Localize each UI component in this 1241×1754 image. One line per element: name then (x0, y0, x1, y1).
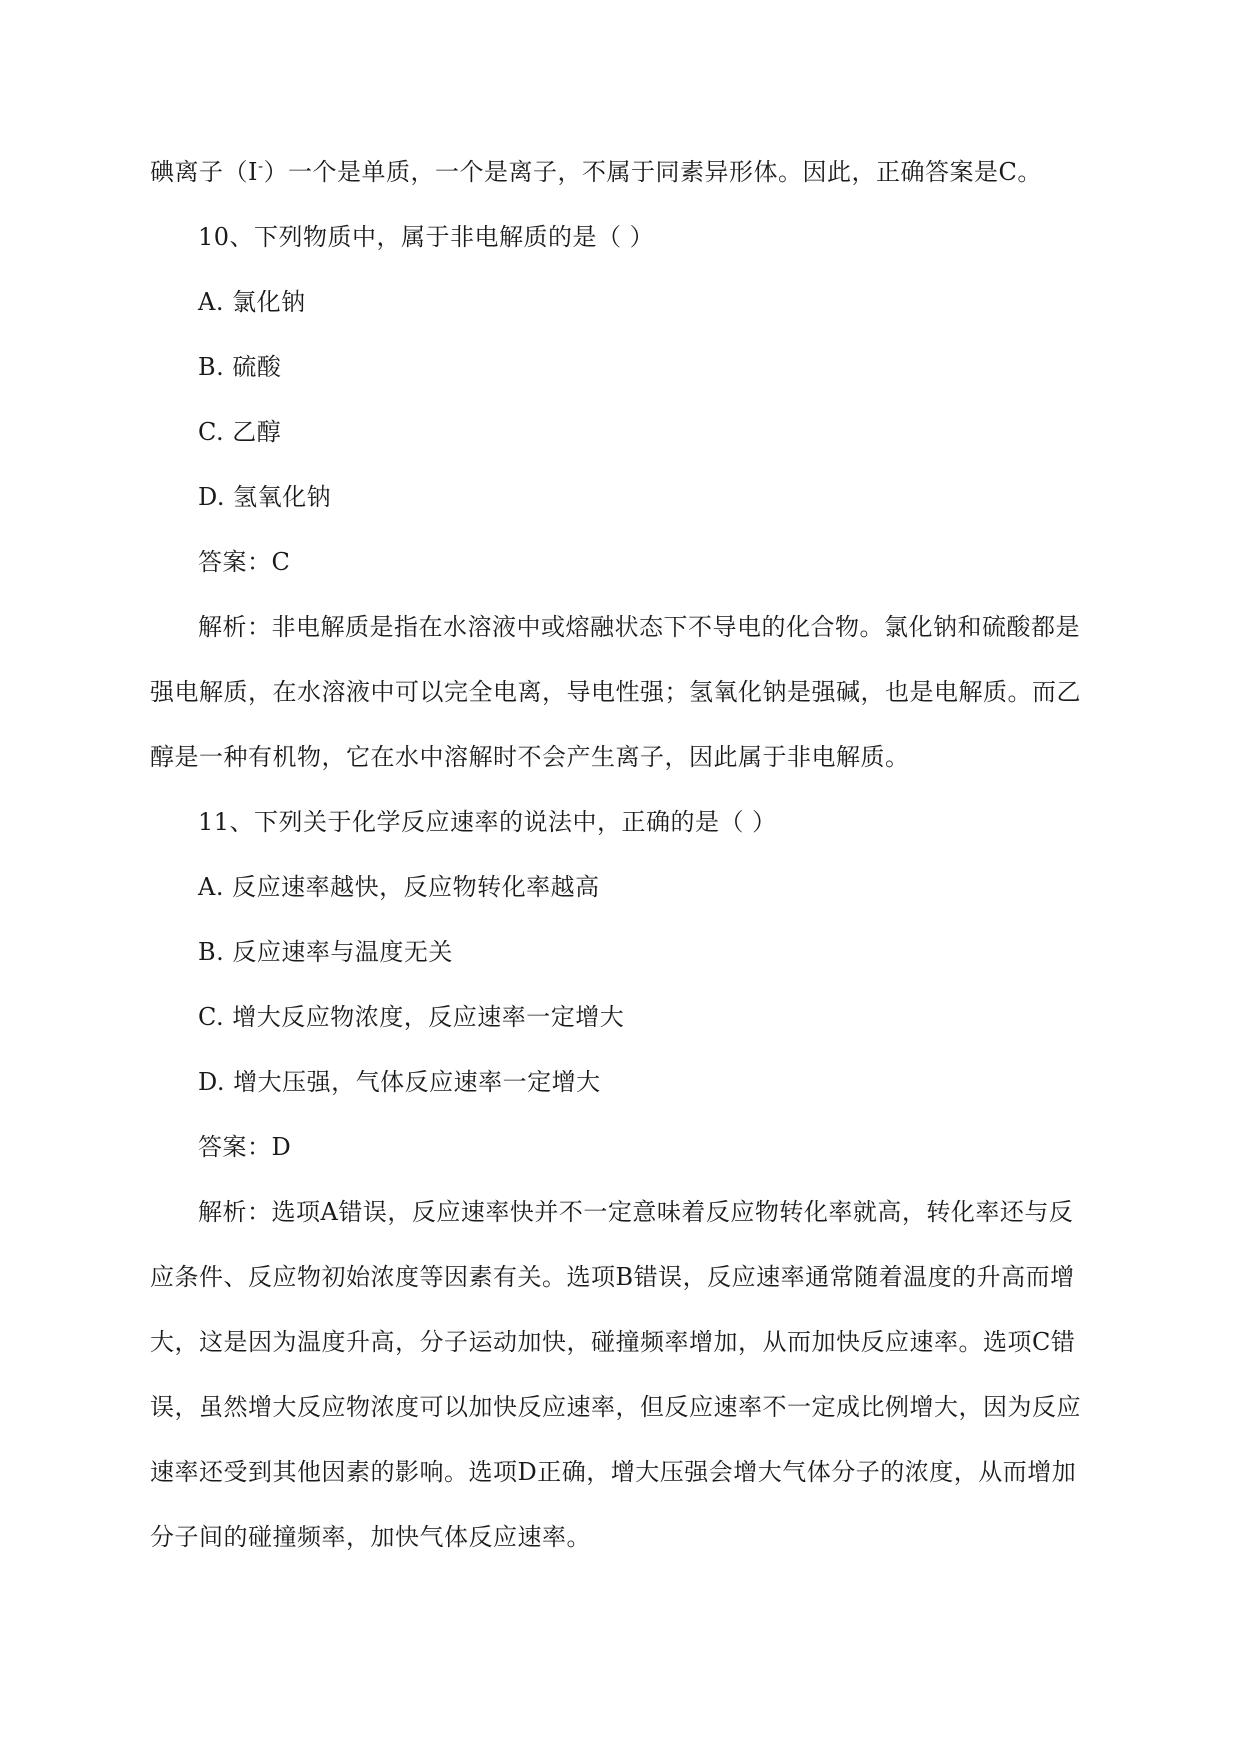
question-11-stem: 11、下列关于化学反应速率的说法中，正确的是（ ） (198, 808, 777, 836)
question-11-option-b: B. 反应速率与温度无关 (198, 938, 453, 966)
question-10-option-a: A. 氯化钠 (198, 288, 306, 316)
question-10-answer: 答案：C (198, 548, 291, 576)
question-11-option-a: A. 反应速率越快，反应物转化率越高 (198, 873, 600, 901)
question-10-option-d: D. 氢氧化钠 (198, 483, 332, 511)
document-page (150, 140, 1095, 1570)
question-10-explanation: 解析：非电解质是指在水溶液中或熔融状态下不导电的化合物。氯化钠和硫酸都是强电解质，在水溶液中可以完全电离，导电性强；氢氧化钠是强碱，也是电解质。而乙醇是一种有机物，它在水中溶解时不会产生离子，因此属于非电解质。 (150, 613, 1081, 771)
question-11-answer: 答案：D (198, 1133, 292, 1161)
question-11-option-d: D. 增大压强，气体反应速率一定增大 (198, 1068, 601, 1096)
question-10-option-c: C. 乙醇 (198, 418, 282, 446)
question-10-stem: 10、下列物质中，属于非电解质的是（ ） (198, 223, 655, 251)
question-10-option-b: B. 硫酸 (198, 353, 282, 381)
question-11-option-c: C. 增大反应物浓度，反应速率一定增大 (198, 1003, 625, 1031)
superscript-minus: - (257, 157, 264, 175)
continuation-paragraph: 碘离子（I-）一个是单质，一个是离子，不属于同素异形体。因此，正确答案是C。 (150, 157, 1042, 186)
question-11-explanation: 解析：选项A错误，反应速率快并不一定意味着反应物转化率就高，转化率还与反应条件、反应物初始浓度等因素有关。选项B错误，反应速率通常随着温度的升高而增大，这是因为温度升高，分子运动加快，碰撞频率增加，从而加快反应速率。选项C错误，虽然增大反应物浓度可以加快反应速率，但反应速率不一定成比例增大，因为反应速率还受到其他因素的影响。选项D正确，增大压强会增大气体分子的浓度，从而增加分子间的碰撞频率，加快气体反应速率。 (150, 1198, 1081, 1551)
